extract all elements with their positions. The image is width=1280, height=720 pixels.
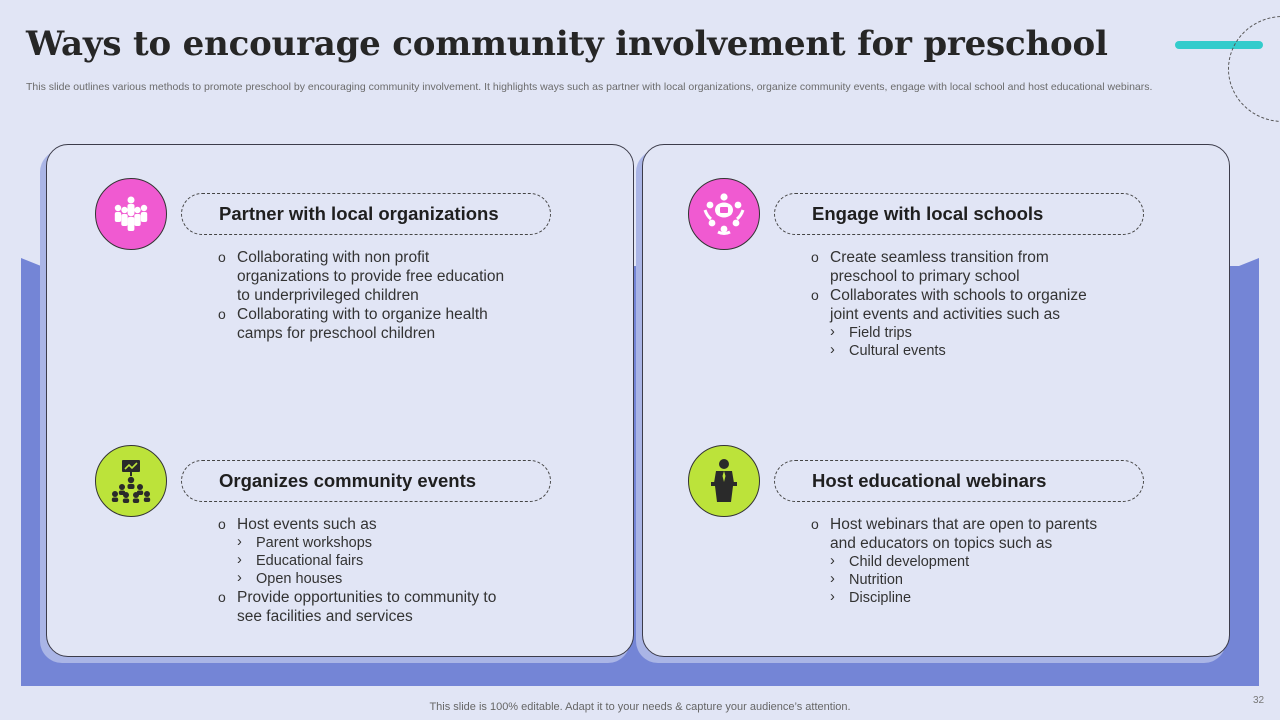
bullet-item: o Collaborates with schools to organize joint events and activities such as: [811, 286, 1111, 324]
section-heading-partner: Partner with local organizations: [181, 193, 551, 235]
section-heading-events: Organizes community events: [181, 460, 551, 502]
team-circle-icon: [688, 178, 760, 250]
bullet-list-schools: [811, 248, 1111, 360]
group-of-people-icon: [95, 178, 167, 250]
bullet-item: o Host events such as: [218, 515, 518, 534]
sub-bullet-item: › Nutrition: [811, 571, 1111, 589]
bullet-list-events: [218, 515, 518, 626]
bullet-item: o Create seamless transition from preschool to primary school: [811, 248, 1111, 286]
slide-title: Ways to encourage community involvement for preschool: [26, 24, 1108, 64]
sub-bullet-item: › Child development: [811, 553, 1111, 571]
sub-bullet-item: › Open houses: [218, 570, 518, 588]
bullet-list-webinars: [811, 515, 1111, 607]
sub-bullet-item: › Parent workshops: [218, 534, 518, 552]
footer-note: This slide is 100% editable. Adapt it to your needs & capture your audience’s attention.: [429, 701, 851, 713]
sub-bullet-item: › Discipline: [811, 589, 1111, 607]
section-heading-webinars: Host educational webinars: [774, 460, 1144, 502]
decorative-dashed-circle: [1228, 16, 1280, 122]
speaker-podium-icon: [688, 445, 760, 517]
sub-bullet-item: › Educational fairs: [218, 552, 518, 570]
audience-presentation-icon: [95, 445, 167, 517]
sub-bullet-item: › Cultural events: [811, 342, 1111, 360]
slide-subtitle: This slide outlines various methods to promote preschool by encouraging community involvement. It highlights ways such as partner with local organizations, organize community events, engage with local school and host educational webinars.: [26, 81, 1153, 93]
page-number: 32: [1253, 695, 1265, 706]
bullet-item: o Collaborating with non profit organizations to provide free education to underprivileged children: [218, 248, 518, 305]
bullet-item: o Host webinars that are open to parents and educators on topics such as: [811, 515, 1111, 553]
bullet-list-partner: [218, 248, 518, 343]
section-heading-schools: Engage with local schools: [774, 193, 1144, 235]
sub-bullet-item: › Field trips: [811, 324, 1111, 342]
bullet-item: o Provide opportunities to community to see facilities and services: [218, 588, 518, 626]
bullet-item: o Collaborating with to organize health camps for preschool children: [218, 305, 518, 343]
